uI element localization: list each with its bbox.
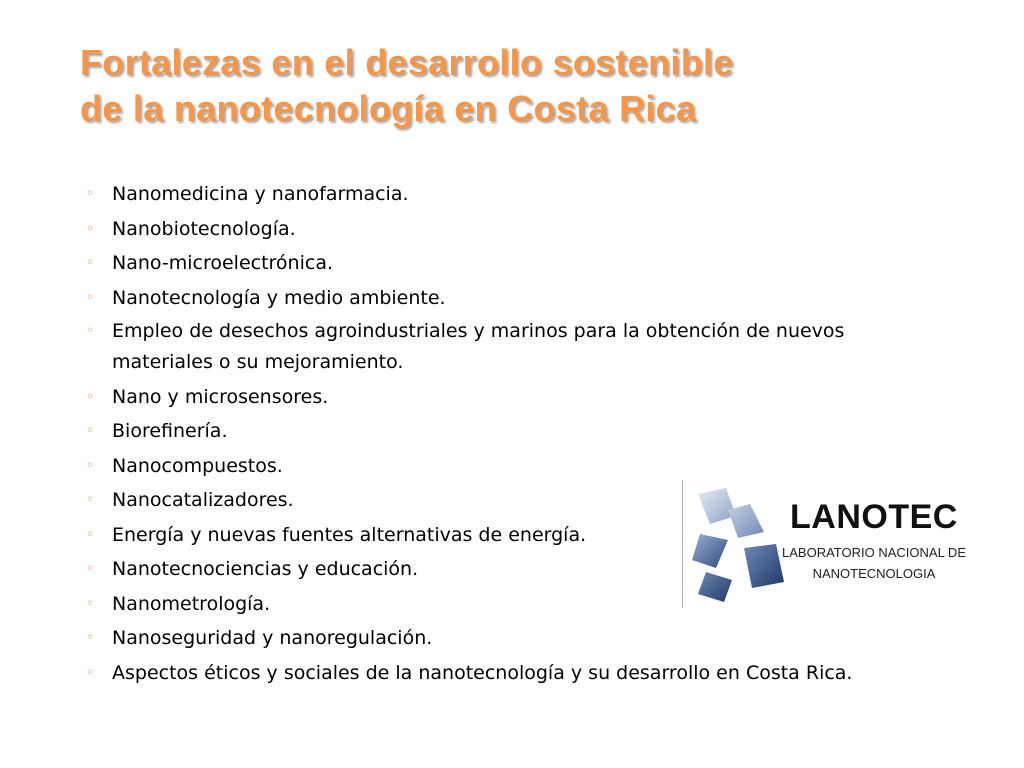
bullet-item — [84, 381, 934, 413]
bullet-text: Biorefinería. — [112, 420, 228, 442]
bullet-item — [84, 282, 934, 314]
bullet-text: Energía y nuevas fuentes alternativas de energía. — [112, 523, 587, 546]
lanotec-diamond-logo-icon — [688, 486, 788, 604]
bullet-text: Aspectos éticos y sociales de la nanotecnología y su desarrollo en Costa Rica. — [112, 661, 853, 684]
bullet-text: Nanocompuestos. — [112, 454, 283, 477]
bullet-item — [84, 213, 934, 245]
bullet-marker-icon: ◦ — [86, 323, 95, 339]
slide-title-line-2: de la nanotecnología en Costa Rica — [80, 88, 697, 129]
bullet-marker-icon: ◦ — [86, 595, 95, 612]
bullet-marker-icon: ◦ — [86, 423, 95, 439]
bullet-marker-icon: ◦ — [86, 526, 95, 543]
bullet-marker-icon: ◦ — [86, 289, 95, 306]
logo-subtitle — [774, 542, 974, 584]
bullet-item — [84, 450, 934, 482]
bullet-item — [84, 316, 934, 378]
bullet-text: Nano y microsensores. — [112, 385, 329, 408]
bullet-marker-icon: ◦ — [86, 561, 95, 577]
bullet-item — [84, 657, 934, 689]
logo-divider — [682, 480, 683, 608]
bullet-marker-icon: ◦ — [86, 664, 95, 681]
bullet-marker-icon: ◦ — [86, 255, 95, 271]
logo-subtitle-line-1: LABORATORIO NACIONAL DE — [782, 545, 966, 560]
logo-subtitle-line-2: NANOTECNOLOGIA — [812, 566, 936, 581]
bullet-text: Nanoseguridad y nanoregulación. — [112, 627, 433, 649]
bullet-text: Empleo de desechos agroindustriales y marinos para la obtención de nuevos materiales o su mejoramiento. — [112, 320, 845, 373]
bullet-item — [84, 622, 934, 654]
bullet-marker-icon: ◦ — [86, 630, 95, 646]
bullet-text: Nanobiotecnología. — [112, 217, 296, 240]
bullet-text: Nanomedicina y nanofarmacia. — [112, 183, 409, 205]
bullet-list — [84, 178, 934, 691]
bullet-text: Nanocatalizadores. — [112, 489, 294, 511]
bullet-marker-icon: ◦ — [86, 492, 95, 508]
bullet-marker-icon: ◦ — [86, 388, 95, 405]
bullet-text: Nanotecnociencias y educación. — [112, 558, 419, 580]
bullet-text: Nano-microelectrónica. — [112, 252, 334, 274]
bullet-marker-icon: ◦ — [86, 186, 95, 202]
bullet-item — [84, 247, 934, 279]
bullet-item — [84, 178, 934, 210]
bullet-text: Nanometrología. — [112, 592, 271, 615]
bullet-marker-icon: ◦ — [86, 457, 95, 474]
slide-title-line-1: Fortalezas en el desarrollo sostenible — [80, 42, 734, 83]
logo-name: LANOTEC — [790, 498, 958, 536]
bullet-item — [84, 415, 934, 447]
lanotec-logo — [682, 480, 982, 608]
bullet-marker-icon: ◦ — [86, 220, 95, 237]
bullet-text: Nanotecnología y medio ambiente. — [112, 286, 446, 309]
slide-title — [80, 40, 980, 132]
